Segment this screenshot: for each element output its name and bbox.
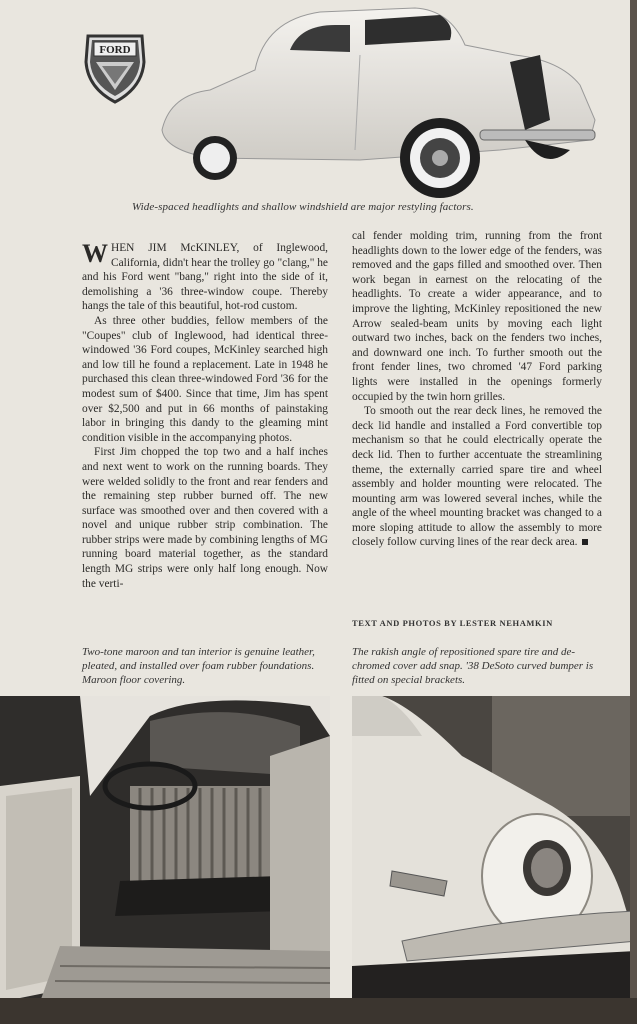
page-edge	[630, 0, 637, 1024]
article-right-column	[352, 229, 602, 619]
ford-crest-badge	[82, 32, 148, 104]
article-paragraph: First Jim chopped the top two and a half inches and next went to work on the running boards. They were welded solidly to the front and rear fenders and the remaining step rubber burned off. The new surface was smoothed over and then covered with a novel and unique rubber strip combination. The rubber strips were made by combining lengths of MG running board material together, as the standard length MG strips were only half long enough. Now the verti-	[82, 446, 328, 590]
article-paragraph: cal fender molding trim, running from the front headlights down to the lower edge of the fenders, was removed and the gaps filled and smoothed over. Then work began in earnest on the relocating of the headlights. To create a wider appearance, and to improve the lighting, McKinley repositioned the new Arrow sealed-beam units by moving each light outward two inches, back on the fenders two inches, and downward one inch. To further smooth out the front fender lines, two chromed '47 Ford parking lights were installed in the openings formerly occupied by the twin horn grilles.	[352, 230, 602, 403]
article-paragraph: As three other buddies, fellow members of the "Coupes" club of Inglewood, had identical three-windowed '36 Ford coupes, McKinley searched high and low till he found a replacement. Late in 1948 he purchased this clean three-windowed Ford '36 for the modest sum of $400. Since that time, Jim has spent over $2,500 and put in 66 months of painstaking labor in bringing this dandy to the gleaming mint condition visible in the accompanying photos.	[82, 314, 328, 444]
article-left-column	[82, 241, 328, 639]
photo-credit: TEXT AND PHOTOS BY LESTER NEHAMKIN	[352, 618, 553, 628]
top-car-photo	[150, 0, 600, 205]
drop-cap: W	[82, 241, 108, 268]
rear-deck-photo	[352, 696, 637, 1002]
badge-text: FORD	[99, 44, 131, 56]
top-photo-caption: Wide-spaced headlights and shallow windshield are major restyling factors.	[132, 201, 474, 213]
page-bottom-edge	[0, 998, 637, 1024]
article-paragraph: WHEN JIM McKINLEY, of Inglewood, California, didn't hear the trolley go "clang," he and his Ford went "bang," right into the side of it, demolishing a '36 three-window coupe. Thereby hangs the tale of this beautiful, hot-rod custom.	[82, 241, 328, 313]
article-paragraph: To smooth out the rear deck lines, he removed the deck lid handle and installed a Ford convertible top mechanism so that he could electrically operate the deck lid. Then to further accentuate the streamlining theme, the externally carried spare tire and wheel assembly and holder mounting were relocated. The mounting arm was lowered several inches, while the angle of the wheel mounting bracket was changed to a more sloping attitude to allow the assembly to more closely follow curving lines of the rear deck area.	[352, 405, 602, 549]
interior-photo	[0, 696, 330, 1002]
interior-photo-caption: Two-tone maroon and tan interior is genuine leather, pleated, and installed over foam rubber foundations. Maroon floor covering.	[82, 646, 315, 686]
rear-photo-caption: The rakish angle of repositioned spare tire and de-chromed cover add snap. '38 DeSoto curved bumper is fitted on special brackets.	[352, 646, 594, 686]
end-mark	[582, 539, 588, 545]
